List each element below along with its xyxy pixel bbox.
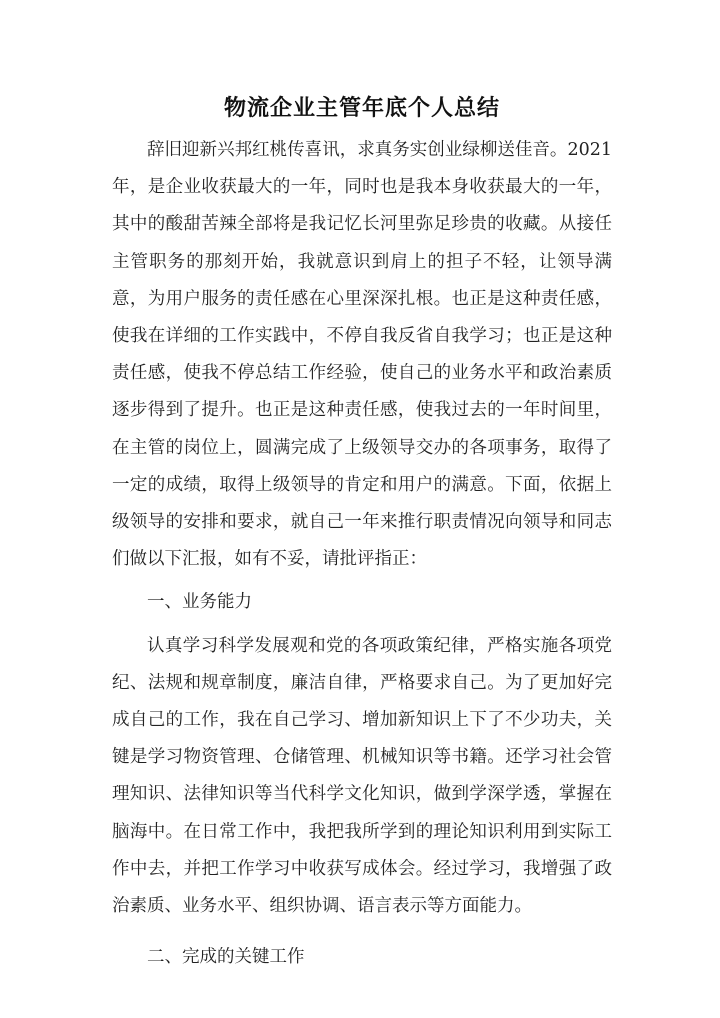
- intro-paragraph: 辞旧迎新兴邦红桃传喜讯，求真务实创业绿柳送佳音。2021年，是企业收获最大的一年，同时也是我本身收获最大的一年，其中的酸甜苦辣全部将是我记忆长河里弥足珍贵的收藏。从接任主管职务的那刻开始，我就意识到肩上的担子不轻，让领导满意，为用户服务的责任感在心里深深扎根。也正是这种责任感，使我在详细的工作实践中，不停自我反省自我学习；也正是这种责任感，使我不停总结工作经验，使自己的业务水平和政治素质逐步得到了提升。也正是这种责任感，使我过去的一年时间里，在主管的岗位上，圆满完成了上级领导交办的各项事务，取得了一定的成绩，取得上级领导的肯定和用户的满意。下面，依据上级领导的安排和要求，就自己一年来推行职责情况向领导和同志们做以下汇报，如有不妥，请批评指正：: [112, 140, 612, 570]
- section-heading-business-ability: 一、业务能力: [147, 592, 252, 613]
- section-heading-key-work: 二、完成的关键工作: [147, 947, 305, 968]
- section-body-business-ability: 认真学习科学发展观和党的各项政策纪律，严格实施各项党纪、法规和规章制度，廉洁自律，严格要求自己。为了更加好完成自己的工作，我在自己学习、增加新知识上下了不少功夫，关键是学习物资管理、仓储管理、机械知识等书籍。还学习社会管理知识、法律知识等当代科学文化知识，做到学深学透，掌握在脑海中。在日常工作中，我把我所学到的理论知识利用到实际工作中去，并把工作学习中收获写成体会。经过学习，我增强了政治素质、业务水平、组织协调、语言表示等方面能力。: [112, 635, 612, 917]
- document-title: 物流企业主管年底个人总结: [223, 95, 500, 121]
